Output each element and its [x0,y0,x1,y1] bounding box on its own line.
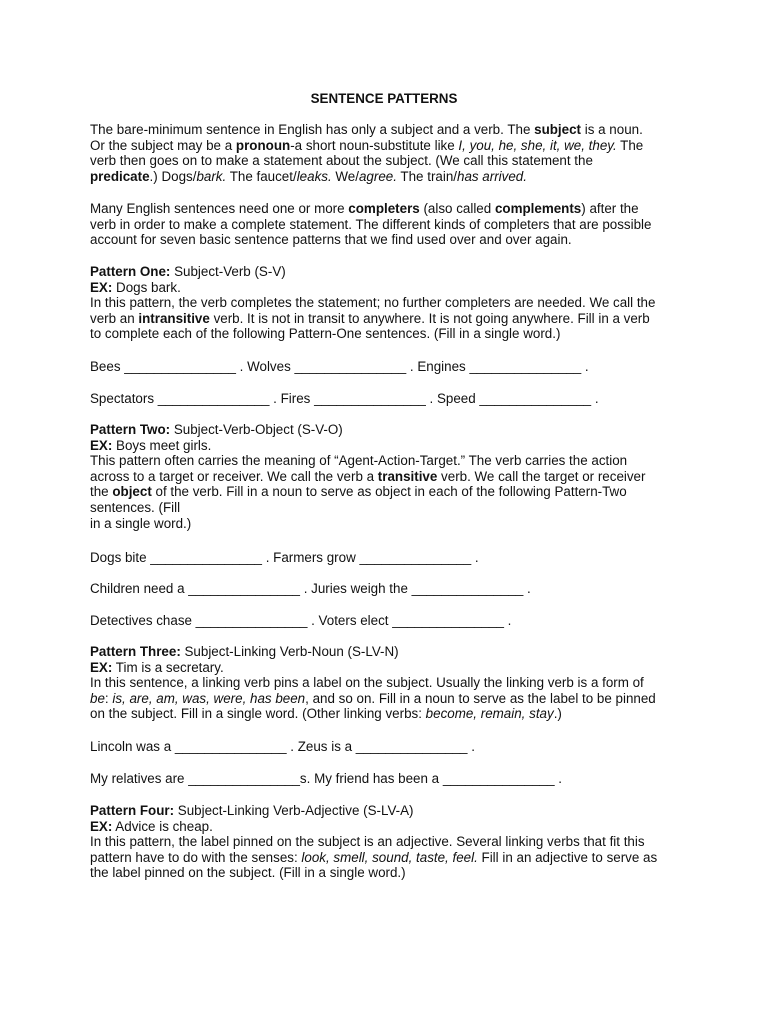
text-segment: look, smell, sound, taste, feel. [301,849,478,865]
text-line [90,803,690,819]
pattern-one-section [90,264,690,342]
text-segment: Tim is a secretary. [112,659,224,675]
text-line [90,516,690,532]
pattern-two-exercise-2 [90,581,690,597]
text-segment: My relatives are _______________s. My friend has been a _______________ . [90,771,562,786]
text-line [90,422,690,438]
text-segment: be [90,690,105,706]
text-segment: object [112,484,152,500]
text-segment: Bees _______________ . Wolves _______________ . Engines _______________ . [90,359,589,374]
text-line [90,771,690,787]
text-line [90,438,690,454]
text-segment: , and so on. Fill in a noun to serve as the label to be pinned [305,690,656,706]
pattern-four-section [90,803,690,881]
text-segment: has arrived. [457,168,527,184]
text-segment: Fill in an adjective to serve as [477,849,658,865]
text-line [90,280,690,296]
text-segment: In this pattern, the verb completes the statement; no further completers are needed. We call the [90,295,656,311]
pattern-two-exercise-3 [90,613,690,629]
pattern-three-exercise-1 [90,739,690,755]
text-segment: verb. It is not in transit to anywhere. It is not going anywhere. Fill in a verb [209,310,650,326]
text-segment: the label pinned on the subject. (Fill in a single word.) [90,865,406,881]
pattern-one-exercise-2 [90,391,690,407]
text-segment: to complete each of the following Pattern-One sentences. (Fill in a single word.) [90,326,561,342]
text-line [90,264,690,280]
text-line [90,581,690,597]
text-segment: (also called [419,201,495,216]
pattern-three-section [90,644,690,722]
text-line [90,153,690,169]
text-segment: leaks. [296,168,332,184]
text-segment: of the verb. Fill in a noun to serve as object in each of the following Pattern-Two [151,484,627,500]
text-line [90,500,690,516]
text-segment: Pattern Four: [90,803,175,818]
text-line [90,739,690,755]
text-segment: Dogs bark. [112,279,181,295]
text-line [90,453,690,469]
text-segment: The train/ [396,168,457,184]
text-segment: The bare-minimum sentence in English has only a subject and a verb. The [90,122,535,137]
text-line [90,201,690,217]
text-segment: Subject-Verb-Object (S-V-O) [170,422,343,437]
text-segment: Pattern Three: [90,644,181,659]
text-segment: Subject-Linking Verb-Noun (S-LV-N) [180,644,399,659]
text-segment: EX: [90,437,113,453]
text-segment: We/ [331,168,359,184]
text-line [90,675,690,691]
text-line [90,232,690,248]
text-line [90,850,690,866]
text-line [90,122,690,138]
text-segment: is a noun. [581,122,643,137]
text-segment: .) Dogs/ [149,168,197,184]
text-segment: EX: [90,818,113,834]
text-segment: the [90,484,113,500]
text-line [90,613,690,629]
text-segment: sentences. (Fill [90,499,181,515]
text-segment: on the subject. Fill in a single word. (Other linking verbs: [90,706,426,722]
text-segment: Advice is cheap. [112,818,213,834]
text-segment: verb in order to make a complete statement. The different kinds of completers that are possible [90,216,652,232]
text-segment: pronoun [235,137,291,153]
intro-paragraph [90,122,690,184]
text-segment: : [104,690,113,706]
text-segment: Subject-Linking Verb-Adjective (S-LV-A) [174,803,414,818]
text-line [90,691,690,707]
text-segment: In this pattern, the label pinned on the subject is an adjective. Several linking verbs that fit this [90,834,645,850]
text-segment: Or the subject may be a [90,137,236,153]
text-segment: -a short noun-substitute like [290,137,459,153]
page-title: SENTENCE PATTERNS [310,91,458,106]
text-segment: across to a target or receiver. We call the verb a [90,468,378,484]
text-line [90,359,690,375]
text-segment: Detectives chase _______________ . Voters elect _______________ . [90,613,512,628]
pattern-two-section [90,422,690,531]
text-segment: ) after the [581,201,639,216]
text-line [90,865,690,881]
text-line [90,326,690,342]
text-segment: EX: [90,279,113,295]
text-segment: verb an [90,310,139,326]
text-segment: Subject-Verb (S-V) [170,264,286,279]
text-segment: in a single word.) [90,515,192,531]
text-segment: .) [553,706,562,722]
text-line [90,138,690,154]
text-segment: pattern have to do with the senses: [90,849,302,865]
text-segment: complements [494,201,582,216]
text-segment: is, are, am, was, were, has been [112,690,306,706]
text-segment: account for seven basic sentence patterns that we find used over and over again. [90,232,572,248]
text-segment: Pattern Two: [90,422,171,437]
text-line [90,644,690,660]
text-line [90,295,690,311]
text-segment: Boys meet girls. [112,437,212,453]
text-segment: subject [534,122,582,137]
text-segment: predicate [90,168,150,184]
text-segment: I, you, he, she, it, we, they. [458,137,617,153]
pattern-one-exercise-1 [90,359,690,375]
text-segment: In this sentence, a linking verb pins a label on the subject. Usually the linking verb is a form of [90,675,644,691]
text-segment: bark. [196,168,227,184]
text-line [90,550,690,566]
text-segment: intransitive [138,310,210,326]
text-segment: verb then goes on to make a statement about the subject. (We call this statement the [90,153,593,169]
text-segment: EX: [90,659,113,675]
text-segment: The faucet/ [226,168,297,184]
text-line [90,819,690,835]
text-segment: Lincoln was a _______________ . Zeus is a _______________ . [90,739,475,754]
text-line [90,169,690,185]
pattern-two-exercise-1 [90,550,690,566]
text-segment: completers [348,201,420,216]
text-line [90,311,690,327]
text-segment: Spectators _______________ . Fires _______________ . Speed _______________ . [90,391,599,406]
text-segment: transitive [377,468,438,484]
text-segment: Many English sentences need one or more [90,201,349,216]
text-segment: Children need a _______________ . Juries weigh the _______________ . [90,581,531,596]
text-line [90,391,690,407]
text-segment: Dogs bite _______________ . Farmers grow _______________ . [90,550,479,565]
text-segment: Pattern One: [90,264,171,279]
text-segment: The [616,137,644,153]
text-line [90,469,690,485]
text-segment: become, remain, stay [425,706,554,722]
text-line [90,834,690,850]
text-segment: agree. [358,168,397,184]
text-segment: This pattern often carries the meaning of “Agent-Action-Target.” The verb carries the action [90,453,628,469]
text-line [90,660,690,676]
text-line [90,217,690,233]
text-segment: verb. We call the target or receiver [437,468,646,484]
pattern-three-exercise-2 [90,771,690,787]
text-line [90,484,690,500]
text-line [90,706,690,722]
complements-paragraph [90,201,690,248]
